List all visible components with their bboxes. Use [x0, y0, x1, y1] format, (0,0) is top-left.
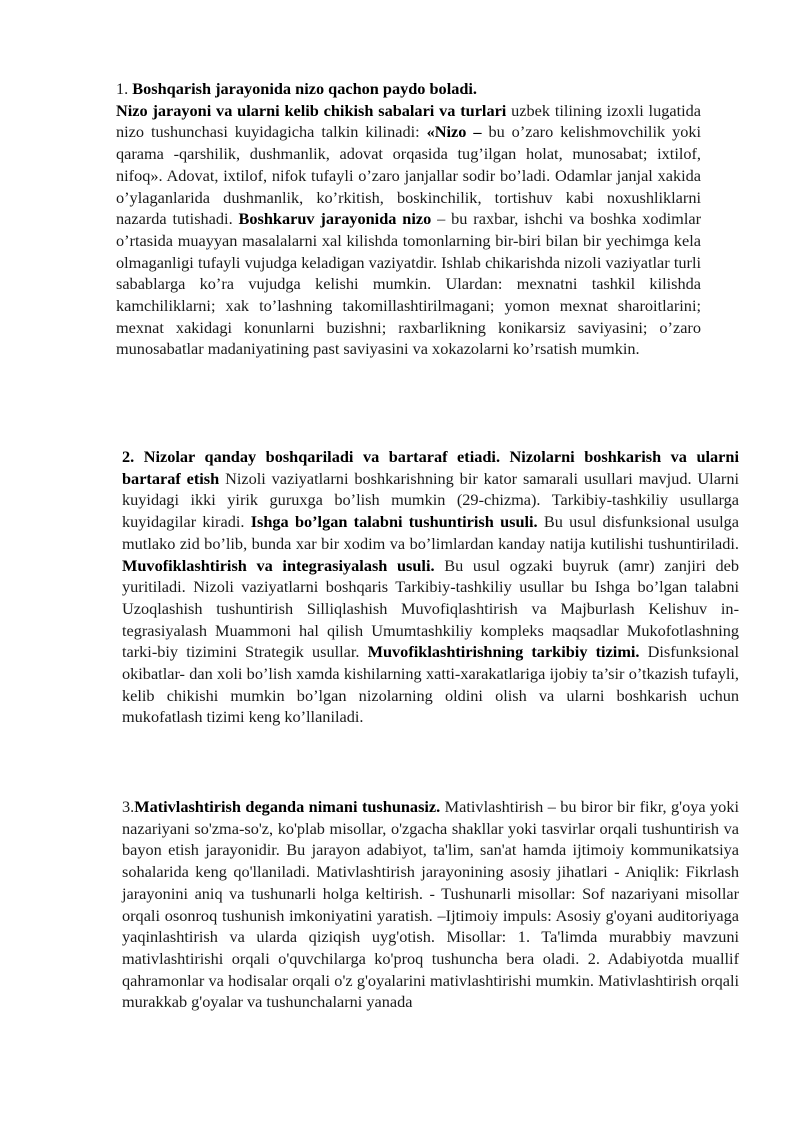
section-1-heading: Boshqarish jarayonida nizo qachon paydo boladi. [132, 79, 478, 98]
section-1-number: 1. [116, 79, 133, 98]
section-2-text-d: Disfunksional okibatlar- dan xoli bo’lish xamda kishilarning xatti-xarakatlariga ijobiy ta’sir o’tkazish tufayli, kelib chikishi mumkin bo’lgan nizolarning oldini olish va ularni boshkarish uchun mukofatlash tizimi keng ko’llaniladi. [122, 642, 739, 727]
section-1-text-a: uzbek tilining izoxli lugatida nizo tushunchasi kuyidagicha talkin kilinadi: [116, 100, 702, 142]
section-3-text: Mativlashtirish – bu biror bir fikr, g'oya yoki nazariyani so'zma-so'z, ko'plab misollar, o'zgacha shakllar yoki tasvirlar orqali tushuntirish va bayon etish jarayonidir. Bu jarayon adabiyot, ta'lim, san'at hamda ijtimoiy kommunikatsiya sohalarida keng qo'llaniladi. Mativlashtirish jarayonining asosiy jihatlari - Aniqlik: Fikrlash jarayonini aniq va tushunarli holga keltirish. - Tushunarli misollar: Sof nazariyani misollar orqali osonroq tushunish imkoniyatini yaratish. –Ijtimoiy impuls: Asosiy g'oyani auditoriyaga yaqinlashtirish va ularda qiziqish uyg'otish. Misollar: 1. Ta'limda murabbiy mavzuni mativlashtirishi orqali o'quvchilarga ko'proq tushuncha bera oladi. 2. Adabiyotda muallif qahramonlar va hodisalar orqali o'z g'oyalarini mativlashtirishi mumkin. Mativlashtirish orqali murakkab g'oyalar va tushunchalarni yanada [122, 797, 739, 1012]
section-2-paragraph [122, 446, 739, 728]
section-2-text-a: Nizoli vaziyatlarni boshkarishning bir kator samarali usullari mavjud. Ularni kuyidagi ikki yirik guruxga bo’lish mumkin (29-chizma). Tarkibiy-tashkiliy usullarga kuyidagilar kiradi. [122, 468, 740, 532]
section-2-bold-c: Muvofiklashtirish va integrasiyalash usuli. [122, 555, 435, 575]
section-2-bold-b: Ishga bo’lgan talabni tushuntirish usuli. [250, 512, 538, 532]
section-1-quote-bold: «Nizo – [426, 122, 482, 142]
section-1-subheading: Nizo jarayoni va ularni kelib chikish sabalari va turlari [116, 100, 507, 120]
section-1-text-c: – bu raxbar, ishchi va boshka xodimlar o’rtasida muayyan masalalarni xal kilishda tomonlarning bir-biri bilan bir yechimga kela olmaganligi tufayli vujudga keladigan vaziyatdir. Ishlab chikarishda nizoli vaziyatlar turli sabablarga ko’ra vujudga kelishi mumkin. Ulardan: mexnatni tashkil kilishda kamchiliklarni; xak to’lashning takomillashtirilmagani; yomon mexnat sharoitlarini; mexnat xakidagi konunlarni buzishni; raxbarlikning konikarsiz saviyasini; o’zaro munosabatlar madaniyatining past saviyasini va xokazolarni ko’rsatish mumkin. [116, 209, 701, 359]
section-2-text-c: Bu usul ogzaki buyruk (amr) zanjiri deb yuritiladi. Nizoli vaziyatlarni boshqaris Tarkibiy-tashkiliy usullar bu Ishga bo’lgan talabni Uzoqlashish tushuntirish Silliqlashish Muvofiqlashtirish va Majburlash Kelishuv in-tegrasiyalash Muammoni hal qilish Umumtashkiliy kompleks maqsadlar Mukofotlashning tarki-biy tizimini Strategik usullar. [122, 555, 739, 662]
section-2-bold-d: Muvofiklashtirishning tarkibiy tizimi. [367, 642, 640, 662]
section-2-heading: 2. Nizolar qanday boshqariladi va bartaraf etiadi. Nizolarni boshkarish va ularni bartaraf etish [122, 447, 739, 488]
section-2-text-b: Bu usul disfunksional usulga mutlako zid bo’lib, bunda xar bir xodim va bo’limlardan kanday natija kutilishi tushuntiriladi. [122, 512, 739, 553]
section-3-number: 3. [122, 797, 135, 816]
section-1-text-b: bu o’zaro kelishmovchilik yoki qarama -qarshilik, dushmanlik, adovat orqasida tug’ilgan holat, munosabat; ixtilof, nifoq». Adovat, ixtilof, nifok tufayli o’zaro janjallar sodir bo’ladi. Odamlar janjal xakida o’ylaganlarida dushmanlik, ko’rkitish, boskinchilik, tortishuv kabi noxushliklarni nazarda tutishadi. [116, 122, 702, 229]
section-3-paragraph [122, 796, 739, 1013]
section-1-term-bold: Boshkaruv jarayonida nizo [238, 209, 432, 229]
section-1-paragraph [116, 78, 701, 360]
section-3-heading: Mativlashtirish deganda nimani tushunasiz. [134, 797, 441, 816]
